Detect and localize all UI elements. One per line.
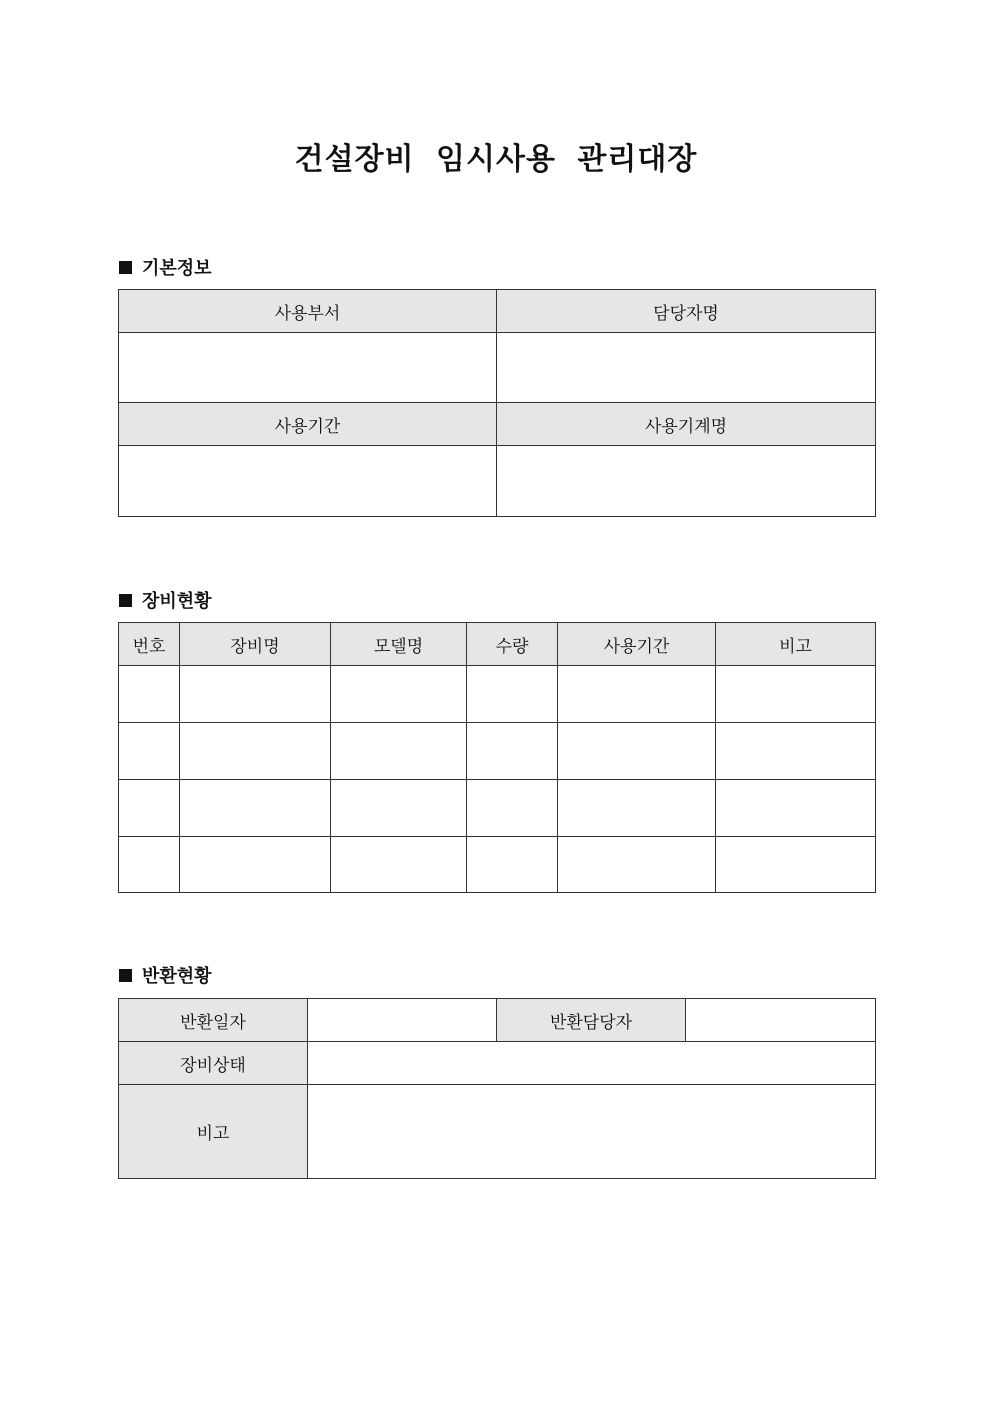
- cell-period[interactable]: [558, 837, 716, 893]
- department-field[interactable]: [119, 333, 497, 403]
- machine-field[interactable]: [497, 446, 876, 517]
- square-bullet-icon: [119, 261, 132, 274]
- cell-model[interactable]: [331, 723, 467, 780]
- section-heading-label: 장비현황: [142, 591, 212, 612]
- period-label: 사용기간: [119, 403, 497, 446]
- remarks-label: 비고: [119, 1085, 308, 1179]
- column-header-remarks: 비고: [716, 623, 876, 666]
- cell-equipment-name[interactable]: [180, 723, 331, 780]
- cell-quantity[interactable]: [467, 723, 558, 780]
- cell-number[interactable]: [119, 780, 180, 837]
- return-status-table: [118, 998, 876, 1179]
- section-heading-label: 기본정보: [142, 258, 212, 279]
- return-manager-field[interactable]: [686, 999, 876, 1042]
- condition-label: 장비상태: [119, 1042, 308, 1085]
- period-field[interactable]: [119, 446, 497, 517]
- basic-info-table: [118, 289, 876, 517]
- cell-number[interactable]: [119, 723, 180, 780]
- cell-number[interactable]: [119, 837, 180, 893]
- table-row: [119, 837, 876, 893]
- manager-field[interactable]: [497, 333, 876, 403]
- column-header-number: 번호: [119, 623, 180, 666]
- return-date-label: 반환일자: [119, 999, 308, 1042]
- manager-label: 담당자명: [497, 290, 876, 333]
- cell-model[interactable]: [331, 837, 467, 893]
- cell-quantity[interactable]: [467, 780, 558, 837]
- cell-remarks[interactable]: [716, 723, 876, 780]
- cell-period[interactable]: [558, 723, 716, 780]
- column-header-period: 사용기간: [558, 623, 716, 666]
- return-manager-label: 반환담당자: [497, 999, 686, 1042]
- table-row: [119, 666, 876, 723]
- table-row: [119, 723, 876, 780]
- cell-remarks[interactable]: [716, 837, 876, 893]
- column-header-model: 모델명: [331, 623, 467, 666]
- cell-quantity[interactable]: [467, 837, 558, 893]
- cell-equipment-name[interactable]: [180, 780, 331, 837]
- square-bullet-icon: [119, 594, 132, 607]
- section-heading-return-status: [119, 962, 212, 988]
- cell-period[interactable]: [558, 666, 716, 723]
- section-heading-equipment: [119, 587, 212, 613]
- cell-number[interactable]: [119, 666, 180, 723]
- column-header-equipment-name: 장비명: [180, 623, 331, 666]
- cell-equipment-name[interactable]: [180, 837, 331, 893]
- machine-label: 사용기계명: [497, 403, 876, 446]
- department-label: 사용부서: [119, 290, 497, 333]
- cell-remarks[interactable]: [716, 780, 876, 837]
- cell-model[interactable]: [331, 780, 467, 837]
- condition-field[interactable]: [308, 1042, 876, 1085]
- document-title: 건설장비 임시사용 관리대장: [294, 142, 698, 177]
- cell-period[interactable]: [558, 780, 716, 837]
- remarks-field[interactable]: [308, 1085, 876, 1179]
- cell-remarks[interactable]: [716, 666, 876, 723]
- column-header-quantity: 수량: [467, 623, 558, 666]
- cell-model[interactable]: [331, 666, 467, 723]
- return-date-field[interactable]: [308, 999, 497, 1042]
- cell-quantity[interactable]: [467, 666, 558, 723]
- section-heading-label: 반환현황: [142, 966, 212, 987]
- table-row: [119, 780, 876, 837]
- section-heading-basic-info: [119, 254, 212, 280]
- equipment-table: [118, 622, 876, 893]
- square-bullet-icon: [119, 969, 132, 982]
- cell-equipment-name[interactable]: [180, 666, 331, 723]
